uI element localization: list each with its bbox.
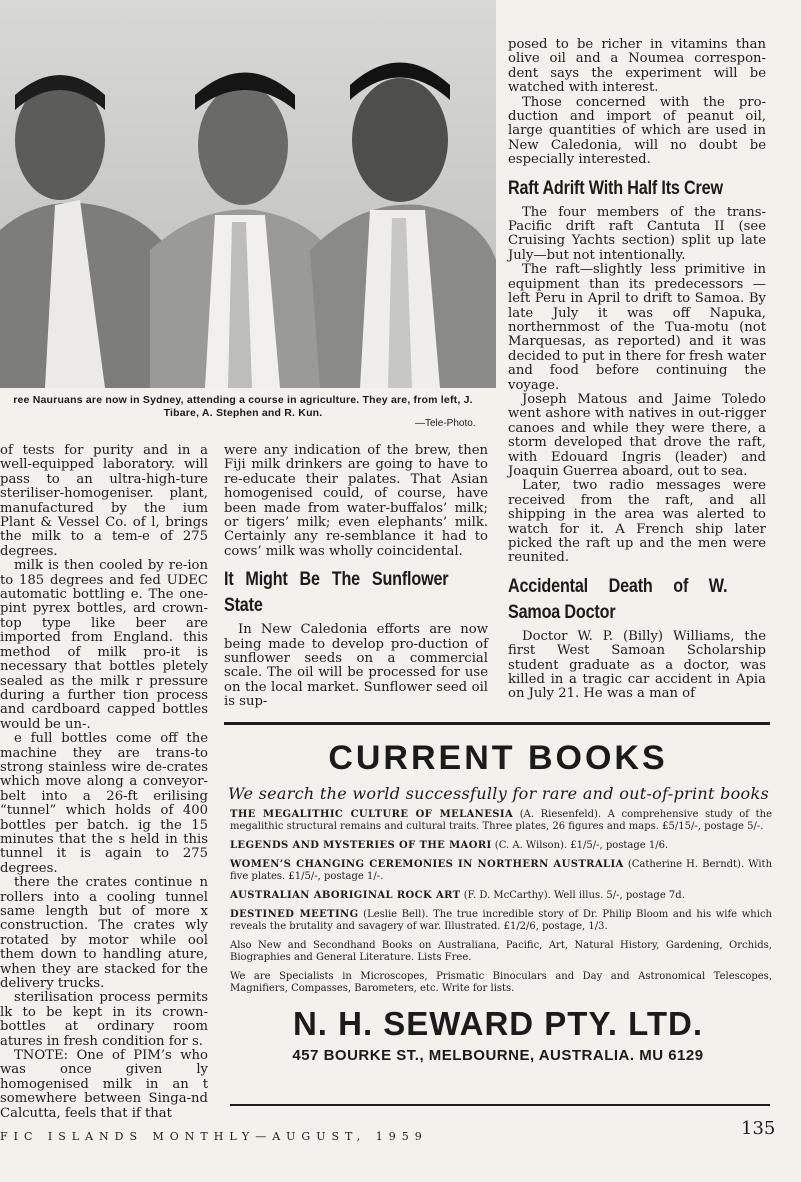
paragraph: e full bottles come off the machine they are trans-to strong stainless wire de-crates which move along a conveyor-belt into a 26-ft erilising “tunnel” which holds of 400 bottles per batch. ig the 15 minutes that the s held in this tunnel it is again to 275 degrees.: [0, 731, 208, 876]
paragraph: there the crates continue n rollers into a cooling tunnel same length but of more x construction. The crates wly rotated by motor while ool them down to handling ature, when they are stacked for the delivery trucks.: [0, 875, 208, 992]
section-heading: Raft Adrift With Half Its Crew: [508, 177, 723, 199]
running-footer: FIC ISLANDS MONTHLY—AUGUST, 1959: [0, 1130, 428, 1143]
paragraph: The raft—slightly less primitive in equipment than its predecessors —left Peru in April to drift to Samoa. By late July it was off Napuka, northernmost of the Tua-motu (not Marquesas, as reported) and it was decided to put in there for fresh water and food before continuing the voyage.: [508, 262, 766, 393]
advert-note: [230, 971, 772, 995]
paragraph: TNOTE: One of PIM’s who was once given ly homogenised milk in an t somewhere between Singa-nd Calcutta, feels that if that: [0, 1048, 208, 1121]
left-column: [0, 444, 208, 1121]
book-title: THE MEGALITHIC CULTURE OF MELANESIA: [230, 809, 514, 820]
book-details: (A. Riesenfeld). A comprehensive study of the megalithic structural remains and cultural traits. Three plates, 26 figures and maps. £5/15/-, postage 5/-.: [230, 809, 772, 832]
advert-title: CURRENT BOOKS: [328, 739, 668, 777]
paragraph: were any indication of the brew, then Fiji milk drinkers are going to have to re-educate their palates. That Asian homogenised could, of course, have been made from water-buffalos’ milk; or tigers’ milk; even elephants’ milk. Certainly any re-semblance it had to cows’ milk was wholly coincidental.: [224, 443, 488, 559]
paragraph: of tests for purity and in a well-equipped laboratory. will pass to an ultra-high-ture steriliser-homogeniser. plant, manufactured by the ium Plant & Vessel Co. of l, brings the milk to a tem-e of 275 degrees.: [0, 443, 208, 559]
book-details: (F. D. McCarthy). Well illus. 5/-, postage 7d.: [460, 890, 685, 901]
book-details: (Leslie Bell). The true incredible story of Dr. Philip Bloom and his wife which reveals the brutality and savagery of war. Illustrated. £1/2/6, postage, 1/3.: [230, 909, 772, 932]
advert-item: [230, 909, 772, 933]
page-number: 135: [741, 1118, 776, 1139]
middle-column: [224, 444, 488, 710]
book-title: LEGENDS AND MYSTERIES OF THE MAORI: [230, 840, 492, 851]
book-details: (Catherine H. Berndt). With five plates. £1/5/-, postage 1/-.: [230, 859, 773, 882]
advert-item: [230, 890, 772, 902]
paragraph: In New Caledonia efforts are now being made to develop pro-duction of sunflower seeds on a commercial scale. The oil will be processed for use on the local market. Sunflower seed oil is sup-: [224, 622, 488, 710]
paragraph: Later, two radio messages were received from the raft, and all shipping in the area was alerted to watch for it. A French ship later picked the raft up and the men were reunited.: [508, 478, 766, 566]
right-column: [508, 38, 766, 702]
advert-item: [230, 809, 772, 833]
books-advert: [224, 738, 772, 1064]
section-heading: It Might Be The Sunflower State: [224, 569, 449, 617]
section-heading: Accidental Death of W. Samoa Doctor: [508, 575, 728, 623]
company-name: N. H. SEWARD PTY. LTD.: [292, 1005, 704, 1042]
paragraph: The four members of the trans-Pacific drift raft Cantuta II (see Cruising Yachts section) split up late July—but not intentionally.: [508, 204, 766, 263]
news-photo: [0, 0, 496, 388]
photo-credit: —Tele-Photo.: [415, 418, 476, 429]
divider: [230, 1104, 770, 1106]
paragraph: posed to be richer in vitamins than olive oil and a Noumea correspon-dent says the experiment will be watched with interest.: [508, 37, 766, 96]
book-title: WOMEN’S CHANGING CEREMONIES IN NORTHERN AUSTRALIA: [230, 859, 624, 870]
advert-item: [230, 859, 772, 883]
paragraph: Those concerned with the pro-duction and import of peanut oil, large quantities of which are used in New Caledonia, will no doubt be especially interested.: [508, 94, 766, 168]
paragraph: sterilisation process permits lk to be kept in its crown-bottles at ordinary room atures in fresh condition for s.: [0, 990, 208, 1049]
book-title: AUSTRALIAN ABORIGINAL ROCK ART: [230, 890, 461, 901]
company-address: 457 BOURKE ST., MELBOURNE, AUSTRALIA. MU 6129: [292, 1047, 704, 1064]
paragraph: Joseph Matous and Jaime Toledo went ashore with natives in out-rigger canoes and while they were there, a storm developed that drove the raft, with Edouard Ingris (leader) and Joaquin Guerrea aboard, out to sea.: [508, 391, 766, 479]
note-text: We are Specialists in Microscopes, Prismatic Binoculars and Day and Astronomical Telescopes, Magnifiers, Compasses, Barometers, etc. Write for lists.: [230, 971, 772, 994]
note-text: Also New and Secondhand Books on Australiana, Pacific, Art, Natural History, Gardening, Orchids, Biographies and General Literature. Lists Free.: [230, 940, 772, 963]
book-title: DESTINED MEETING: [230, 909, 359, 920]
advert-note: [230, 940, 772, 964]
advert-subtitle: We search the world successfully for rare and out-of-print books: [228, 784, 769, 803]
divider: [224, 722, 770, 725]
paragraph: milk is then cooled by re-ion to 185 degrees and fed UDEC automatic bottling e. The one-pint pyrex bottles, ard crown-top type like beer are imported from England. this method of milk pro-it is necessary that bottles pletely sealed as the milk r pressure during a further tion process and cardboard capped bottles would be un-.: [0, 558, 208, 732]
photo-caption: ree Nauruans are now in Sydney, attending a course in agriculture. They are, from left, J. Tibare, A. Stephen and R. Kun.: [13, 394, 473, 419]
photo-illustration: [0, 0, 496, 388]
book-details: (C. A. Wilson). £1/5/-, postage 1/6.: [491, 840, 669, 851]
advert-item: [230, 840, 772, 852]
paragraph: Doctor W. P. (Billy) Williams, the first West Samoan Scholarship student graduate as a doctor, was killed in a tragic car accident in Apia on July 21. He was a man of: [508, 628, 766, 702]
